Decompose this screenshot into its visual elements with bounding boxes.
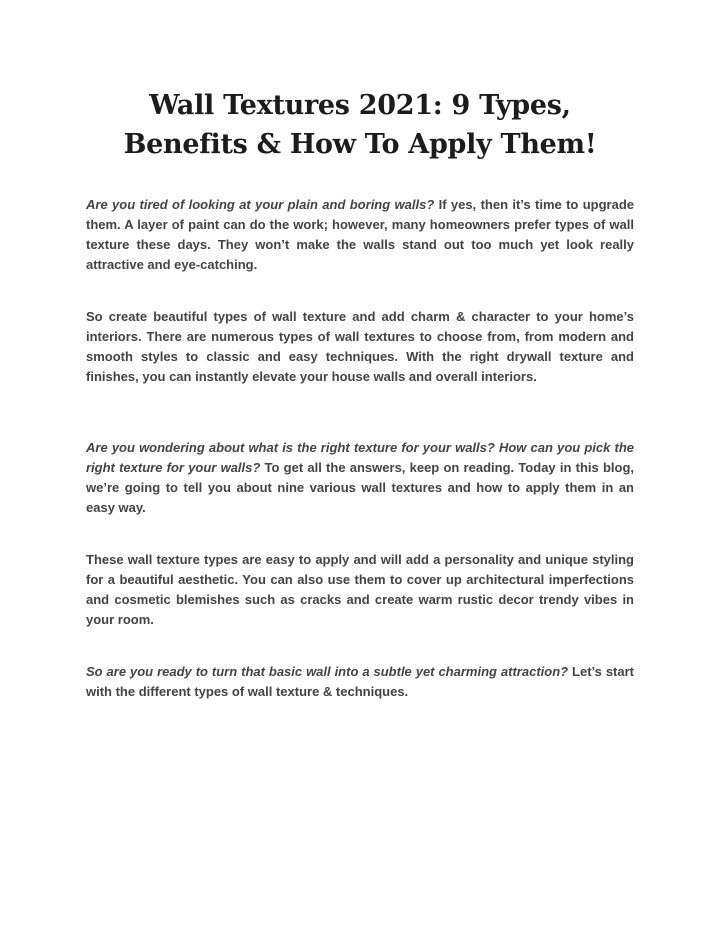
paragraph-benefits bbox=[86, 550, 634, 630]
paragraph-questions bbox=[86, 438, 634, 518]
paragraph-body: These wall texture types are easy to apply and will add a personality and unique styling for a beautiful aesthetic. You can also use them to cover up architectural imperfections and cosmetic blemishes such as cracks and create warm rustic decor trendy vibes in your room. bbox=[86, 552, 634, 627]
paragraph-italic-lead: Are you tired of looking at your plain and boring walls? bbox=[86, 197, 435, 212]
paragraph-types-overview bbox=[86, 307, 634, 387]
paragraph-italic-lead: Are you wondering about what is the right texture for your walls? How can you pick the right texture for your walls? bbox=[86, 440, 634, 475]
paragraph-body: To get all the answers, keep on reading. Today in this blog, we’re going to tell you about nine various wall textures and how to apply them in an easy way. bbox=[86, 460, 634, 515]
paragraph-body: If yes, then it’s time to upgrade them. A layer of paint can do the work; however, many homeowners prefer types of wall texture these days. They won’t make the walls stand out too much yet look really attractive and eye-catching. bbox=[86, 197, 634, 272]
document-title: Wall Textures 2021: 9 Types, Benefits & How To Apply Them! bbox=[123, 90, 597, 160]
paragraph-call-to-action bbox=[86, 662, 634, 702]
paragraph-body: So create beautiful types of wall texture and add charm & character to your home’s interiors. There are numerous types of wall textures to choose from, from modern and smooth styles to classic and easy techniques. With the right drywall texture and finishes, you can instantly elevate your house walls and overall interiors. bbox=[86, 309, 634, 384]
paragraph-italic-lead: So are you ready to turn that basic wall into a subtle yet charming attraction? bbox=[86, 664, 569, 679]
paragraph-intro bbox=[86, 195, 634, 275]
paragraph-body: Let’s start with the different types of wall texture & techniques. bbox=[86, 664, 634, 699]
